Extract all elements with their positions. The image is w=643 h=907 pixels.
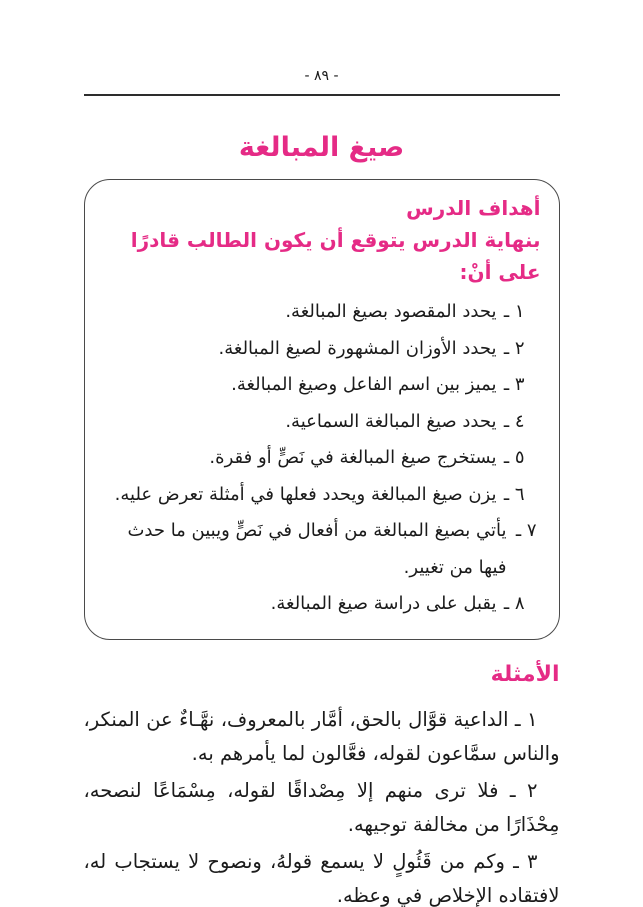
objective-number: ١ ـ — [503, 301, 525, 322]
objective-text: يحدد المقصود بصيغ المبالغة. — [285, 301, 497, 322]
example-text: فلا ترى منهم إلا مِصْداقًا لقوله، مِسْمَاعًا لنصحه، مِحْذَارًا من مخالفة توجيهه. — [83, 778, 560, 836]
objective-text: يستخرج صيغ المبالغة في نَصٍّ أو فقرة. — [209, 447, 497, 468]
objective-item — [99, 586, 541, 623]
objective-text: يزن صيغ المبالغة ويحدد فعلها في أمثلة تعرض عليه. — [114, 483, 497, 505]
examples-heading: الأمثلة — [490, 661, 560, 687]
example-number: ٣ ـ — [513, 849, 538, 873]
objective-number: ٥ ـ — [503, 447, 525, 468]
objective-number: ٣ ـ — [503, 374, 525, 395]
objective-item — [99, 513, 541, 586]
objective-item — [99, 294, 541, 331]
example-paragraph — [84, 703, 560, 771]
objective-text: يأتي بصيغ المبالغة من أفعال في نَصٍّ ويبين ما حدث فيها من تغيير. — [127, 520, 507, 578]
example-number: ٢ ـ — [509, 778, 538, 802]
objective-text: يميز بين اسم الفاعل وصيغ المبالغة. — [231, 374, 497, 395]
objective-item — [99, 331, 541, 368]
objectives-list — [99, 294, 541, 623]
objective-item — [99, 440, 541, 477]
objectives-box — [84, 179, 560, 640]
objective-text: يقبل على دراسة صيغ المبالغة. — [270, 593, 497, 614]
objective-number: ٧ ـ — [515, 520, 537, 541]
objective-number: ٢ ـ — [503, 337, 525, 359]
example-text: وكم من قَئُولٍ لا يسمع قولهُ، ونصوح لا يستجاب له، لافتقاده الإخلاص في وعظه. — [83, 849, 560, 907]
objective-item — [99, 477, 541, 514]
objective-text: يحدد صيغ المبالغة السماعية. — [285, 410, 497, 432]
example-paragraph — [84, 845, 560, 907]
objective-number: ٤ ـ — [503, 410, 525, 432]
objective-number: ٦ ـ — [503, 483, 525, 505]
page-number: - ٨٩ - — [304, 68, 339, 84]
page-title: صيغ المبالغة — [238, 132, 405, 163]
objective-text: يحدد الأوزان المشهورة لصيغ المبالغة. — [218, 337, 497, 359]
objectives-heading: أهداف الدرس — [406, 196, 541, 220]
example-paragraph — [84, 774, 560, 842]
objective-item — [99, 404, 541, 441]
examples-section — [84, 703, 560, 907]
objectives-subheading: بنهاية الدرس يتوقع أن يكون الطالب قادرًا على أنْ: — [130, 228, 541, 284]
header-divider — [84, 94, 560, 96]
example-text: الداعية قوَّال بالحق، أمَّار بالمعروف، نهَّـاءٌ عن المنكر، والناس سمَّاعون لقوله، فعَّالون لما يأمرهم به. — [83, 707, 560, 765]
objective-number: ٨ ـ — [503, 593, 525, 614]
objective-item — [99, 367, 541, 404]
example-number: ١ ـ — [514, 707, 538, 731]
